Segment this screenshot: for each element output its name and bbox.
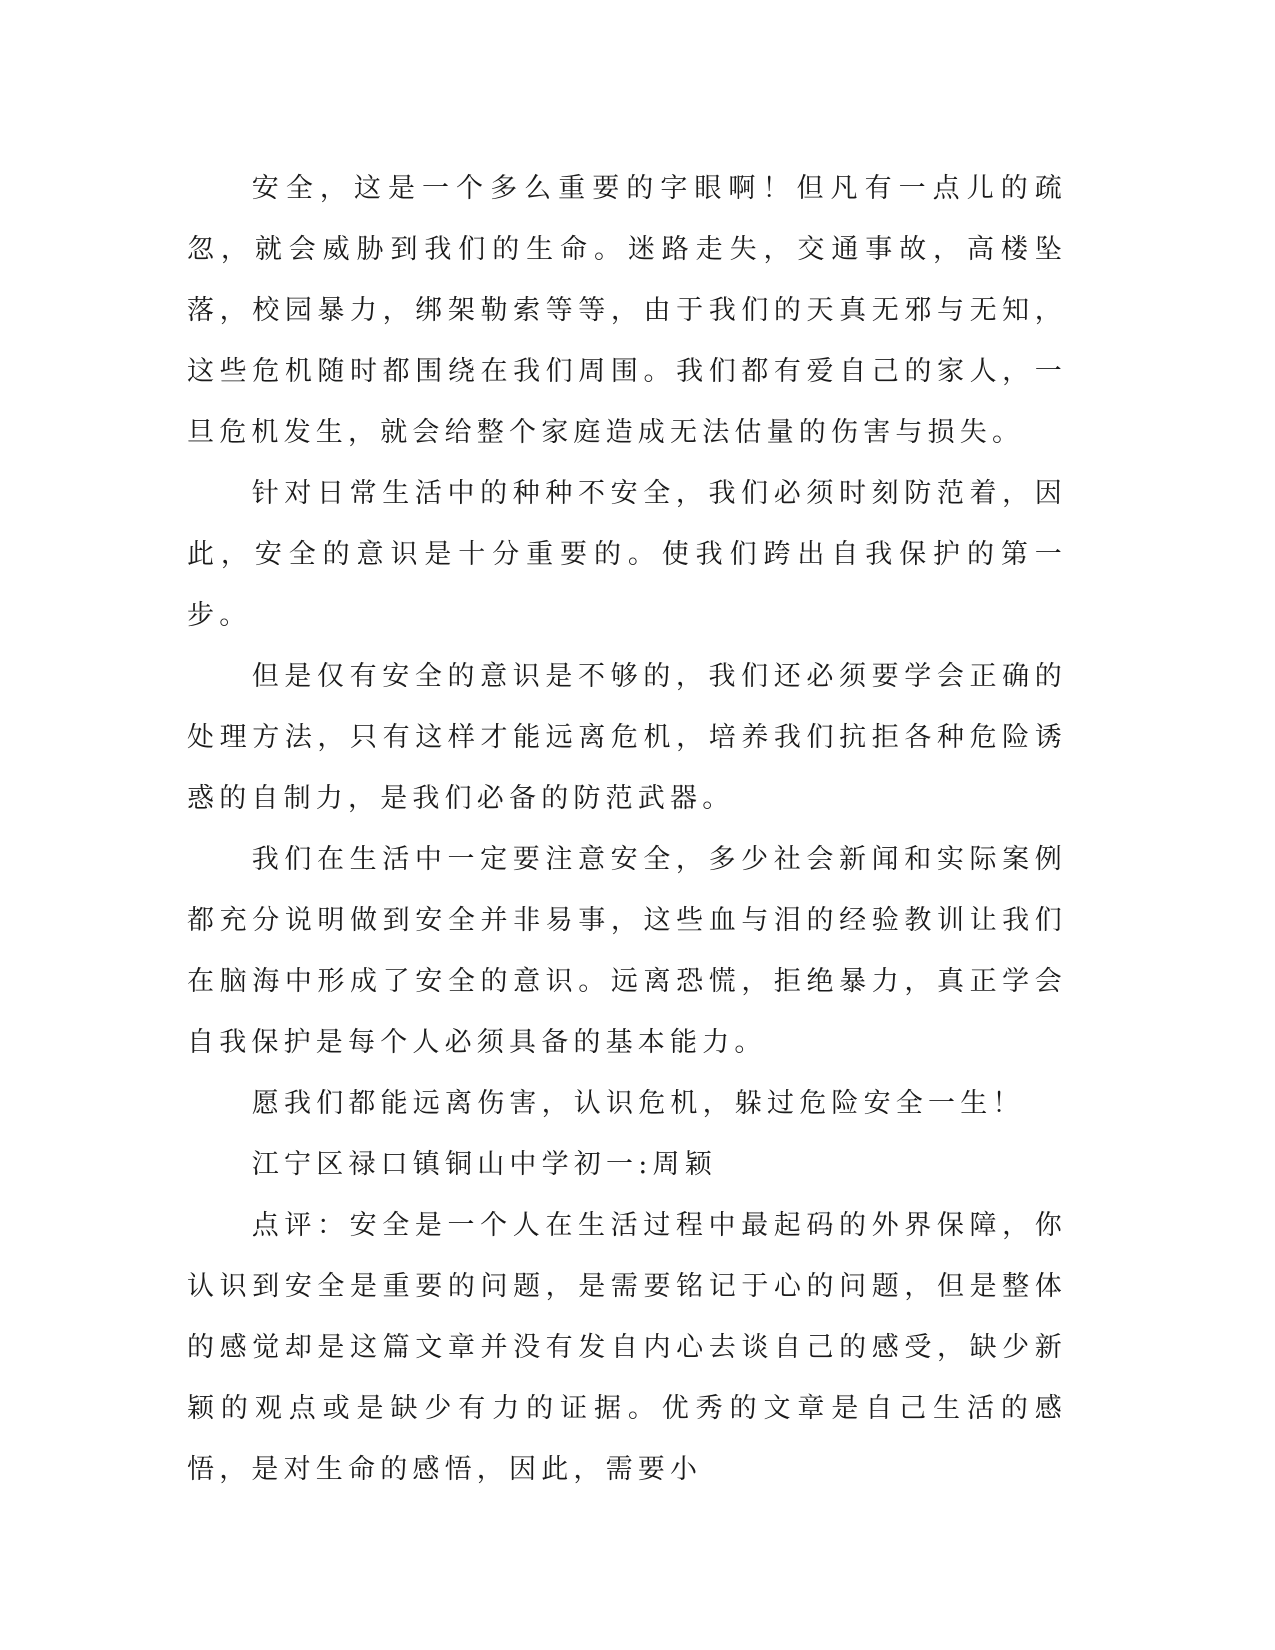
- author-line: 江宁区禄口镇铜山中学初一:周颖: [251, 1149, 717, 1180]
- paragraph-wish: 愿我们都能远离伤害，认识危机，躲过危险安全一生！: [251, 1088, 1025, 1119]
- paragraph-lessons: 我们在生活中一定要注意安全，多少社会新闻和实际案例都充分说明做到安全并非易事，这些血与泪的经验教训让我们在脑海中形成了安全的意识。远离恐慌，拒绝暴力，真正学会自我保护是每个人必须具备的基本能力。: [187, 844, 1067, 1058]
- paragraph-awareness: 针对日常生活中的种种不安全，我们必须时刻防范着，因此，安全的意识是十分重要的。使我们跨出自我保护的第一步。: [187, 478, 1067, 631]
- paragraph-safety-intro: 安全，这是一个多么重要的字眼啊！但凡有一点儿的疏忽，就会威胁到我们的生命。迷路走失，交通事故，高楼坠落，校园暴力，绑架勒索等等，由于我们的天真无邪与无知，这些危机随时都围绕在我们周围。我们都有爱自己的家人，一旦危机发生，就会给整个家庭造成无法估量的伤害与损失。: [187, 173, 1067, 448]
- essay-body: [187, 158, 1067, 1500]
- paragraph-comment: 点评：安全是一个人在生活过程中最起码的外界保障，你认识到安全是重要的问题，是需要铭记于心的问题，但是整体的感觉却是这篇文章并没有发自内心去谈自己的感受，缺少新颖的观点或是缺少有力的证据。优秀的文章是自己生活的感悟，是对生命的感悟，因此，需要小: [187, 1210, 1067, 1485]
- paragraph-methods: 但是仅有安全的意识是不够的，我们还必须要学会正确的处理方法，只有这样才能远离危机，培养我们抗拒各种危险诱惑的自制力，是我们必备的防范武器。: [187, 661, 1067, 814]
